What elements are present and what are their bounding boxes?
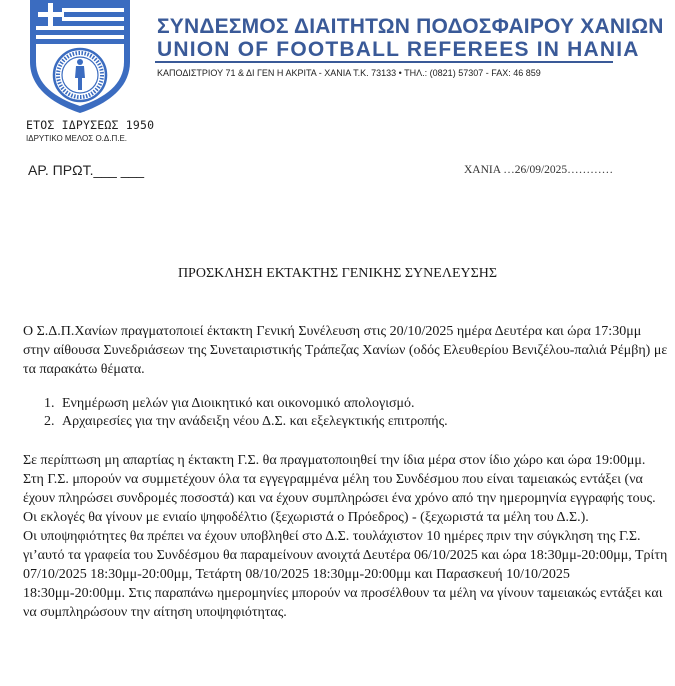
body-paragraphs (23, 451, 671, 622)
agenda-number: 2. (44, 414, 55, 429)
agenda-list (44, 395, 448, 431)
election-paragraph: Οι εκλογές θα γίνουν με ενιαίο ψηφοδέλτιο (ξεχωριστά ο Πρόεδρος) - (ξεχωριστά τα μέλη του Δ.Σ.). (23, 510, 589, 525)
eligibility-paragraph: Στη Γ.Σ. μπορούν να συμμετέχουν όλα τα εγγεγραμμένα μέλη του Συνδέσμου που είναι ταμειακώς εντάξει (να έχουν πληρώσει συνδρομές ποσοστά) και να έχουν συμπληρώσει ένα χρόνο από την ημερομηνία εγγραφής τους. (23, 472, 656, 506)
org-name-greek: ΣΥΝΔΕΣΜΟΣ ΔΙΑΙΤΗΤΩΝ ΠΟΔΟΣΦΑΙΡΟΥ ΧΑΝΙΩΝ (157, 15, 664, 38)
agenda-number: 1. (44, 396, 55, 411)
candidacy-paragraph: Οι υποψηφιότητες θα πρέπει να έχουν υποβληθεί στο Δ.Σ. τουλάχιστον 10 ημέρες πριν την σύγκληση της Γ.Σ. γι’αυτό τα γραφεία του Συνδέσμου θα παραμείνουν ανοιχτά Δευτέρα 06/10/2025 και ώρα 18:30μμ-20:00μμ, Τρίτη 07/10/2025 18:30μμ-20:00μμ, Τετάρτη 08/10/2025 18:30μμ-20:00μμ και Παρασκευή 10/10/2025 18:30μμ-20:00μμ. Στις παραπάνω ημερομηνίες μπορούν να προσέλθουν τα μέλη να γίνουν ταμειακώς εντάξει και να συμπληρώσουν την αίτηση υποψηφιότητας. (23, 529, 668, 620)
protocol-number: ΑΡ. ΠΡΩΤ.___ ___ (28, 162, 145, 178)
union-logo-icon (27, 0, 133, 114)
founded-year: ΕΤΟΣ ΙΔΡΥΣΕΩΣ 1950 (26, 118, 155, 132)
agenda-text: Ενημέρωση μελών για Διοικητικό και οικονομικό απολογισμό. (62, 396, 415, 411)
founding-member-text: ΙΔΡΥΤΙΚΟ ΜΕΛΟΣ Ο.Δ.Π.Ε. (26, 134, 128, 143)
document-title: ΠΡΟΣΚΛΗΣΗ ΕΚΤΑΚΤΗΣ ΓΕΝΙΚΗΣ ΣΥΝΕΛΕΥΣΗΣ (177, 266, 498, 281)
intro-paragraph: Ο Σ.Δ.Π.Χανίων πραγματοποιεί έκτακτη Γενική Συνέλευση στις 20/10/2025 ημέρα Δευτέρα και ώρα 17:30μμ στην αίθουσα Συνεδριάσεων της Συνεταιριστικής Τράπεζας Χανίων (οδός Ελευθερίου Βενιζέλου-παλιά Ρέμβη) με τα παρακάτω θέματα. (23, 324, 668, 377)
org-address: ΚΑΠΟΔΙΣΤΡΙΟΥ 71 & ΔΙ ΓΕΝ Η ΑΚΡΙΤΑ - ΧΑΝΙΑ Τ.Κ. 73133 • ΤΗΛ.: (0821) 57307 - FAX: 46 859 (157, 68, 541, 78)
agenda-text: Αρχαιρεσίες για την ανάδειξη νέου Δ.Σ. και εξελεγκτικής επιτροπής. (62, 414, 448, 429)
quorum-paragraph: Σε περίπτωση μη απαρτίας η έκτακτη Γ.Σ. θα πραγματοποιηθεί την ίδια μέρα στον ίδιο χώρο και ώρα 19:00μμ. (23, 453, 646, 468)
org-name-english: UNION OF FOOTBALL REFEREES IN HANIA (157, 38, 640, 61)
header-divider (155, 61, 613, 63)
agenda-item (44, 413, 448, 431)
place-date: ΧΑΝΙΑ …26/09/2025………… (464, 164, 614, 176)
agenda-item (44, 395, 448, 413)
